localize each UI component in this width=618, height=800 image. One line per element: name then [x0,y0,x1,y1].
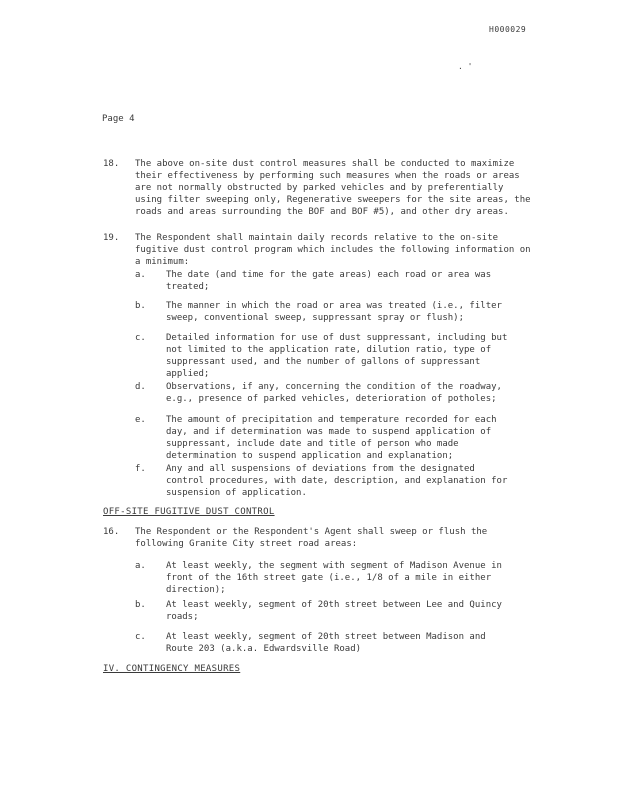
subitem-letter: f. [135,464,146,474]
subitem-text: Detailed information for use of dust suppressant, including but not limited to the application rate, dilution ratio, type of suppressant used, and the number of gallons of suppressant applied; [166,333,508,379]
subitem-letter: e. [135,415,146,425]
subitem-letter: a. [135,561,146,571]
item-number: 19. [103,233,120,243]
subitem-text: Observations, if any, concerning the condition of the roadway, e.g., presence of parked vehicles, deterioration of potholes; [166,382,502,404]
section-heading: OFF-SITE FUGITIVE DUST CONTROL [103,507,275,517]
item-text: The above on-site dust control measures shall be conducted to maximize their effectiveness by performing such measures when the roads or areas are not normally obstructed by parked vehicles and by preferentially using filter sweeping only, Regenerative sweepers for the site areas, the roads and areas surrounding the BOF and BOF #5), and other dry areas. [135,159,531,217]
section-heading: IV. CONTINGENCY MEASURES [103,664,241,674]
subitem-text: The amount of precipitation and temperature recorded for each day, and if determination was made to suspend application of suppressant, include date and title of person who made determination to suspend application and explanation; [166,415,497,461]
subitem-letter: b. [135,600,146,610]
item-text: The Respondent shall maintain daily records relative to the on-site fugitive dust control program which includes the following information on a minimum: [135,233,531,267]
subitem-text: At least weekly, segment of 20th street between Madison and Route 203 (a.k.a. Edwardsville Road) [166,632,486,654]
document-id: H000029 [489,25,527,34]
scan-marks: . ' [458,62,473,71]
subitem-letter: c. [135,632,146,642]
subitem-letter: d. [135,382,146,392]
subitem-letter: a. [135,270,146,280]
subitem-text: The manner in which the road or area was treated (i.e., filter sweep, conventional sweep, suppressant spray or flush); [166,301,502,323]
subitem-letter: b. [135,301,146,311]
subitem-text: The date (and time for the gate areas) each road or area was treated; [166,270,492,292]
page-label: Page 4 [102,114,135,124]
item-text: The Respondent or the Respondent's Agent shall sweep or flush the following Granite City street road areas: [135,527,488,549]
subitem-letter: c. [135,333,146,343]
subitem-text: At least weekly, the segment with segment of Madison Avenue in front of the 16th street gate (i.e., 1/8 of a mile in either direction); [166,561,502,595]
item-number: 18. [103,159,120,169]
subitem-text: Any and all suspensions of deviations from the designated control procedures, with date, description, and explanation for suspension of application. [166,464,508,498]
item-number: 16. [103,527,120,537]
subitem-text: At least weekly, segment of 20th street between Lee and Quincy roads; [166,600,502,622]
